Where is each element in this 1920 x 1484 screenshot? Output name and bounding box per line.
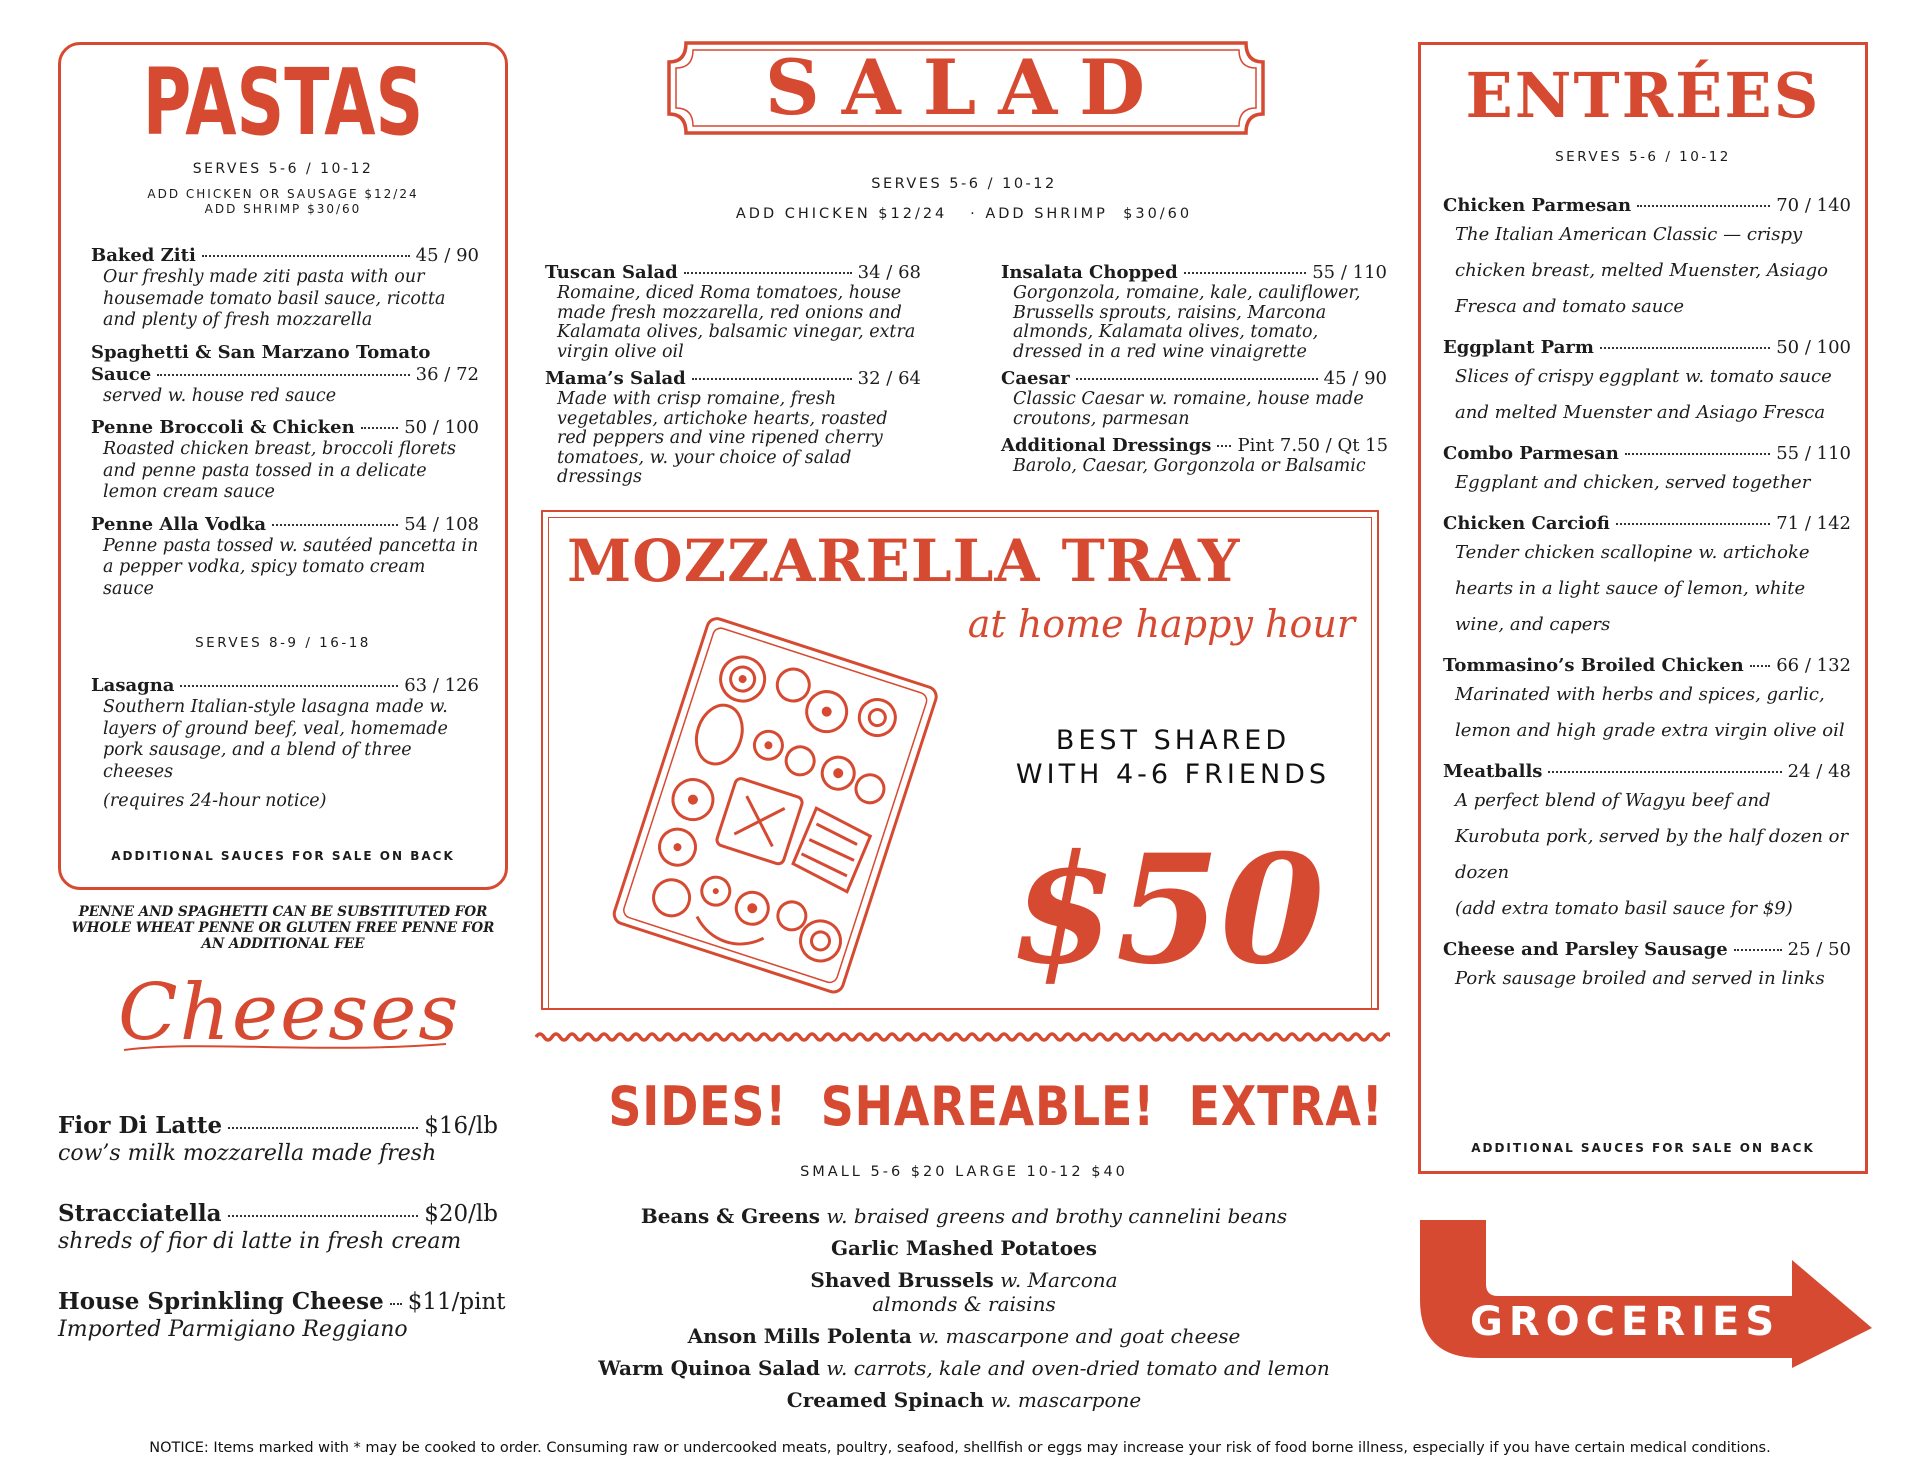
item-price: 55 / 110: [1776, 443, 1851, 464]
list-item: [1443, 513, 1851, 643]
side-description: w. mascarpone and goat cheese: [918, 1324, 1241, 1348]
list-item: [58, 1200, 498, 1256]
lasagna-item: [91, 675, 479, 813]
item-description: Our freshly made ziti pasta with our housemade tomato basil sauce, ricotta and plenty of fresh mozzarella: [103, 267, 446, 330]
item-description: Gorgonzola, romaine, kale, cauliflower, Brussells sprouts, raisins, Marcona almonds, Kalamata olives, tomato, dressed in a red wine vinaigrette: [1013, 283, 1361, 362]
entrees-title: ENTRÉES: [1465, 59, 1821, 132]
item-price: 25 / 50: [1787, 939, 1851, 960]
pastas-addon-shrimp: ADD SHRIMP $30/60: [204, 202, 362, 216]
cheeses-underline-flourish: [120, 1036, 450, 1056]
mozzarella-tray-box: [541, 510, 1379, 1010]
pastas-title: PASTAS: [142, 49, 424, 156]
side-description-continued: almonds & raisins: [872, 1292, 1056, 1316]
list-item: [1443, 939, 1851, 997]
item-name: Penne Alla Vodka: [91, 513, 267, 535]
groceries-arrow[interactable]: [1418, 1220, 1874, 1370]
side-name: Shaved Brussels: [810, 1268, 994, 1292]
side-description: w. mascarpone: [990, 1388, 1142, 1412]
item-name: House Sprinkling Cheese: [58, 1288, 384, 1315]
pastas-addon-chicken: ADD CHICKEN OR SAUSAGE $12/24: [147, 187, 419, 201]
item-price: 45 / 90: [415, 245, 479, 266]
list-item: [545, 368, 921, 488]
tray-best-line2: WITH 4-6 FRIENDS: [1015, 759, 1331, 790]
item-description: Barolo, Caesar, Gorgonzola or Balsamic: [1013, 456, 1366, 476]
list-item: [1443, 443, 1851, 501]
sides-title-text: SIDES! SHAREABLE! EXTRA!: [608, 1075, 1384, 1138]
sides-title: [540, 1076, 1388, 1138]
item-name: Lasagna: [91, 675, 175, 696]
side-name: Anson Mills Polenta: [687, 1324, 912, 1348]
item-description: Penne pasta tossed w. sautéed pancetta in a pepper vodka, spicy tomato cream sauce: [103, 535, 479, 599]
item-price: 66 / 132: [1776, 655, 1851, 676]
pastas-panel: [58, 42, 508, 890]
item-description: The Italian American Classic — crispy chicken breast, melted Muenster, Asiago Fresca and tomato sauce: [1455, 224, 1828, 317]
item-description: shreds of fior di latte in fresh cream: [58, 1229, 462, 1254]
item-name: Stracciatella: [58, 1200, 222, 1227]
item-price: $11/pint: [407, 1289, 506, 1315]
arrow-icon: [1418, 1220, 1874, 1370]
list-item: [540, 1203, 1388, 1229]
pastas-substitution-note: PENNE AND SPAGHETTI CAN BE SUBSTITUTED FOR WHOLE WHEAT PENNE OR GLUTEN FREE PENNE FOR AN ADDITIONAL FEE: [71, 904, 495, 952]
item-price: 55 / 110: [1312, 262, 1387, 283]
item-name: Chicken Parmesan: [1443, 195, 1632, 216]
cheeses-title: Cheeses: [118, 968, 461, 1058]
list-item: [1443, 655, 1851, 749]
item-name: Spaghetti & San Marzano Tomato: [91, 341, 431, 363]
salad-banner: [666, 40, 1266, 136]
list-item: [545, 262, 921, 362]
list-item: [1443, 195, 1851, 325]
list-item: [1443, 761, 1851, 927]
item-name: Baked Ziti: [91, 245, 196, 266]
tray-price: $50: [1011, 822, 1325, 998]
item-price: 32 / 64: [857, 368, 921, 389]
item-description: Slices of crispy eggplant w. tomato sauce and melted Muenster and Asiago Fresca: [1455, 366, 1832, 423]
item-price: 36 / 72: [415, 363, 479, 385]
list-item: [1001, 435, 1387, 477]
item-price: 50 / 100: [1776, 337, 1851, 358]
tray-best-line1: BEST SHARED: [1055, 725, 1291, 756]
entrees-footer: ADDITIONAL SAUCES FOR SALE ON BACK: [1471, 1141, 1815, 1155]
item-description: Southern Italian-style lasagna made w. layers of ground beef, veal, homemade pork sausage, and a blend of three cheeses: [103, 697, 448, 782]
cheeses-list: [58, 1112, 506, 1344]
list-item: [1001, 368, 1387, 429]
item-price: Pint 7.50 / Qt 15: [1237, 435, 1389, 456]
salad-serves: SERVES 5-6 / 10-12: [871, 176, 1057, 192]
item-price: 34 / 68: [857, 262, 921, 283]
item-name: Penne Broccoli & Chicken: [91, 417, 355, 438]
entrees-list: [1443, 195, 1851, 997]
item-description: Imported Parmigiano Reggiano: [58, 1317, 408, 1342]
tray-subtitle: at home happy hour: [967, 602, 1355, 646]
tray-title: MOZZARELLA TRAY: [567, 527, 1241, 595]
item-description: Pork sausage broiled and served in links: [1455, 968, 1825, 989]
side-name: Creamed Spinach: [786, 1388, 984, 1412]
list-item: [91, 342, 479, 408]
list-item: [1443, 337, 1851, 431]
list-item: [540, 1267, 1388, 1293]
item-name: Additional Dressings: [1001, 435, 1212, 456]
list-item: [91, 245, 479, 332]
list-item: [1001, 262, 1387, 362]
item-description: cow’s milk mozzarella made fresh: [58, 1141, 437, 1166]
pastas-list: [91, 245, 479, 600]
side-description: w. braised greens and brothy cannelini beans: [826, 1204, 1288, 1228]
item-description: Tender chicken scallopine w. artichoke hearts in a light sauce of lemon, white wine, and capers: [1455, 542, 1810, 635]
item-name: Cheese and Parsley Sausage: [1443, 939, 1728, 960]
item-price: 63 / 126: [404, 675, 479, 696]
tray-best-shared: [973, 724, 1373, 792]
groceries-label: GROCERIES: [1470, 1299, 1781, 1345]
item-description: A perfect blend of Wagyu beef and Kurobuta pork, served by the half dozen or dozen (add extra tomato basil sauce for $9): [1455, 790, 1849, 919]
sides-sizes: SMALL 5-6 $20 LARGE 10-12 $40: [800, 1164, 1128, 1180]
list-item: [540, 1235, 1388, 1261]
item-name: Mama’s Salad: [545, 368, 686, 389]
item-description: Made with crisp romaine, fresh vegetables, artichoke hearts, roasted red peppers and vine ripened cherry tomatoes, w. your choice of salad dressings: [557, 389, 888, 487]
item-price: $20/lb: [424, 1201, 498, 1227]
item-price: 24 / 48: [1787, 761, 1851, 782]
list-item: [91, 417, 479, 504]
item-description: Romaine, diced Roma tomatoes, house made fresh mozzarella, red onions and Kalamata olives, balsamic vinegar, extra virgin olive oil: [557, 283, 916, 362]
pastas-footer: ADDITIONAL SAUCES FOR SALE ON BACK: [111, 849, 455, 863]
item-description: Eggplant and chicken, served together: [1455, 472, 1811, 493]
charcuterie-tray-illustration: [587, 604, 957, 994]
side-name: Garlic Mashed Potatoes: [830, 1236, 1098, 1260]
wavy-divider: [534, 1030, 1390, 1044]
salad-list-right: [1001, 262, 1387, 477]
item-description: Classic Caesar w. romaine, house made croutons, parmesan: [1013, 389, 1364, 429]
notice-text: NOTICE: Items marked with * may be cooked to order. Consuming raw or undercooked meats, poultry, seafood, shellfish or eggs may increase your risk of food borne illness, especially if you have certain medical conditions.: [149, 1440, 1771, 1456]
item-name: Tuscan Salad: [545, 262, 678, 283]
salad-addons: ADD CHICKEN $12/24 · ADD SHRIMP $30/60: [735, 206, 1193, 222]
item-name: Fior Di Latte: [58, 1112, 223, 1139]
item-name: Caesar: [1001, 368, 1070, 389]
side-name: Warm Quinoa Salad: [598, 1356, 820, 1380]
list-item: [58, 1112, 498, 1168]
salad-title: SALAD: [764, 43, 1168, 132]
item-price: 71 / 142: [1776, 513, 1851, 534]
item-name: Insalata Chopped: [1001, 262, 1178, 283]
item-price: 54 / 108: [404, 513, 479, 535]
item-description: served w. house red sauce: [103, 385, 337, 406]
item-name-continued: Sauce: [91, 363, 152, 385]
item-name: Meatballs: [1443, 761, 1543, 782]
pastas-serves-large: SERVES 8-9 / 16-18: [195, 635, 371, 651]
item-description: Roasted chicken breast, broccoli florets and penne pasta tossed in a delicate lemon cream sauce: [103, 439, 456, 502]
list-item: [540, 1355, 1388, 1381]
list-item: [91, 514, 479, 601]
item-description: Marinated with herbs and spices, garlic, lemon and high grade extra virgin olive oil: [1455, 684, 1845, 741]
pastas-serves: SERVES 5-6 / 10-12: [192, 161, 374, 177]
item-price: 70 / 140: [1776, 195, 1851, 216]
side-description: w. carrots, kale and oven-dried tomato and lemon: [826, 1356, 1330, 1380]
list-item-continued: [540, 1291, 1388, 1317]
salad-list-left: [545, 262, 921, 488]
item-price: $16/lb: [424, 1113, 498, 1139]
list-item: [540, 1387, 1388, 1413]
item-name: Eggplant Parm: [1443, 337, 1594, 358]
entrees-serves: SERVES 5-6 / 10-12: [1555, 149, 1731, 165]
item-price: 50 / 100: [404, 417, 479, 438]
list-item: [58, 1288, 506, 1344]
list-item: [540, 1323, 1388, 1349]
item-name: Tommasino’s Broiled Chicken: [1443, 655, 1744, 676]
item-note: (requires 24-hour notice): [103, 791, 327, 811]
entrees-panel: [1418, 42, 1868, 1174]
side-name: Beans & Greens: [640, 1204, 821, 1228]
item-name: Chicken Carciofi: [1443, 513, 1610, 534]
item-price: 45 / 90: [1323, 368, 1387, 389]
side-description: w. Marcona: [1000, 1268, 1118, 1292]
item-name: Combo Parmesan: [1443, 443, 1619, 464]
